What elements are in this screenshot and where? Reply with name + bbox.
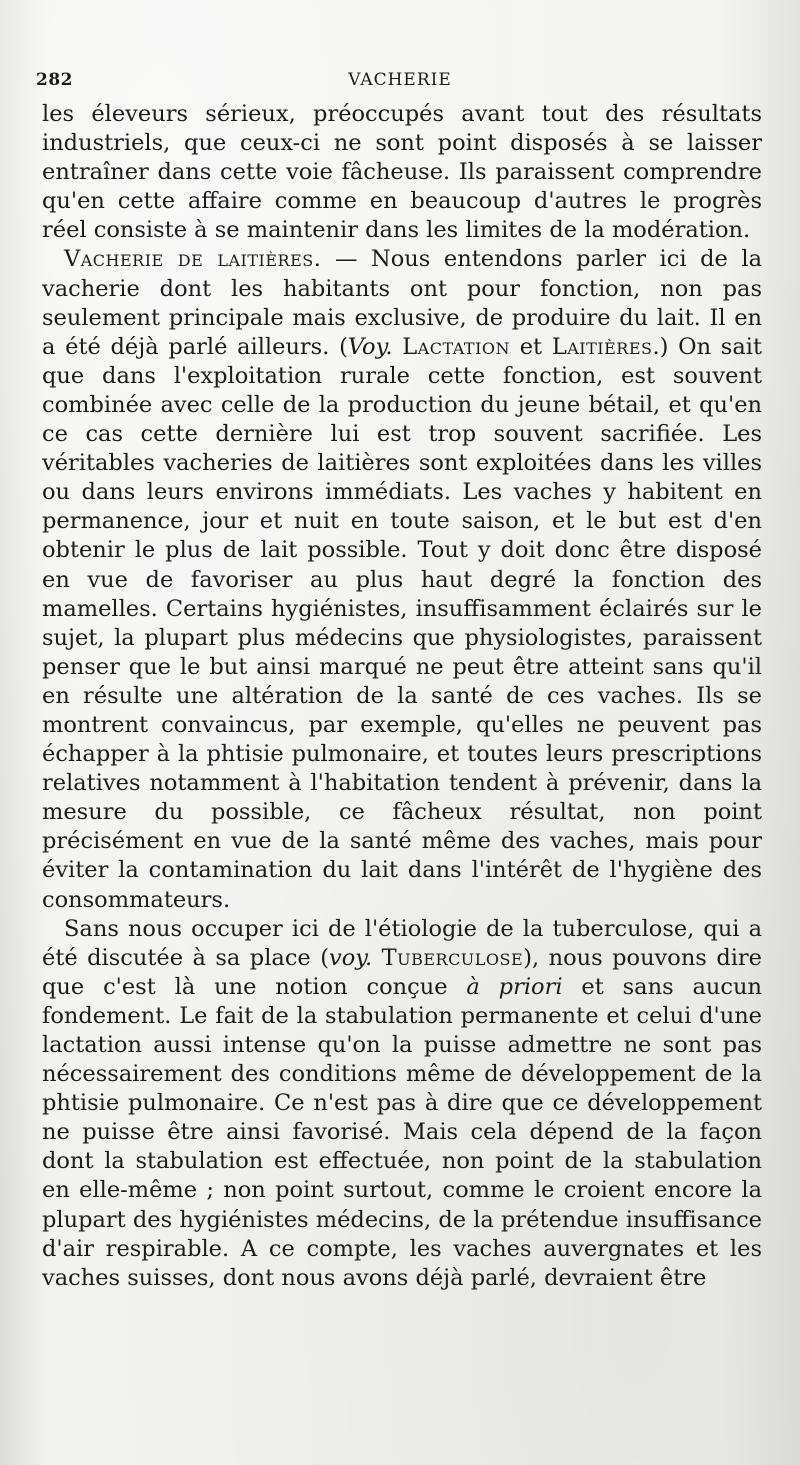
paragraph-continuation: les éleveurs sérieux, préoccupés avant tout des résultats industriels, que ceux-ci ne sont point disposés à se laisser entraîner dans cette voie fâcheuse. Ils paraissent comprendre qu'en cette affaire comme en beaucoup d'autres le progrès réel consiste à se maintenir dans les limites de la modération. [42, 101, 762, 244]
cross-reference-laitieres: Laitières [551, 333, 653, 360]
paragraph-tuberculose [42, 915, 762, 1293]
running-title: VACHERIE [348, 70, 452, 90]
page-header [36, 70, 764, 100]
paragraph-text: .) On sait que dans l'exploitation rurale cette fonction, est souvent combinée avec celle de la production du jeune bétail, et qu'en ce cas cette dernière lui est trop souvent sacrifiée. Les véritables vacheries de laitières sont exploitées dans les villes ou dans leurs environs immédiats. Les vaches y habitent en permanence, jour et nuit en toute saison, et le but est d'en obtenir le plus de lait possible. Tout y doit donc être disposé en vue de favoriser au plus haut degré la fonction des mamelles. Certains hygiénistes, insuffisamment éclairés sur le sujet, la plupart plus médecins que physiologistes, paraissent penser que le but ainsi marqué ne peut être atteint sans qu'il en résulte une altération de la santé de ces vaches. Ils se montrent convaincus, par exemple, qu'elles ne peuvent pas échapper à la phtisie pulmonaire, et toutes leurs prescriptions relatives notamment à l'habitation tendent à prévenir, dans la mesure du possible, ce fâcheux résultat, non point précisément en vue de la santé même des vaches, mais pour éviter la contamination du lait dans l'intérêt de l'hygiène des consommateurs. [42, 333, 762, 913]
paragraph-vacherie-de-laitieres [42, 245, 762, 914]
body-text [42, 100, 762, 1293]
paragraph-text: et [510, 333, 552, 360]
cross-reference-voy: voy. [328, 944, 373, 971]
emphasis-a-priori: à priori [466, 973, 563, 1000]
paragraph-text: — Nous entendons parler ici de la vacherie dont les habitants ont pour fonction, non pas seulement principale mais exclusive, de produire du lait. Il en a été déjà parlé ailleurs. ( [42, 246, 762, 360]
page-number: 282 [36, 70, 73, 90]
cross-reference-lactation: Lactation [402, 333, 511, 360]
section-heading: Vacherie de laitières. [64, 246, 322, 273]
cross-reference-tuberculose: Tuberculose [381, 944, 524, 971]
paragraph-text: et sans aucun fondement. Le fait de la stabulation permanente et celui d'une lactation aussi intense qu'on la puisse admettre ne sont pas nécessairement des conditions même de développement de la phtisie pulmonaire. Ce n'est pas à dire que ce développement ne puisse être ainsi favorisé. Mais cela dépend de la façon dont la stabulation est effectuée, non point de la stabulation en elle-même ; non point surtout, comme le croient encore la plupart des hygiénistes médecins, de la prétendue insuffisance d'air respirable. A ce compte, les vaches auvergnates et les vaches suisses, dont nous avons déjà parlé, devraient être [42, 973, 762, 1291]
paragraph-text: ), nous pouvons dire que c'est là une notion conçue [42, 944, 762, 1000]
cross-reference-voy: Voy. [347, 333, 393, 360]
paragraph-text: Sans nous occuper ici de l'étiologie de la tuberculose, qui a été discutée à sa place ( [42, 915, 762, 971]
